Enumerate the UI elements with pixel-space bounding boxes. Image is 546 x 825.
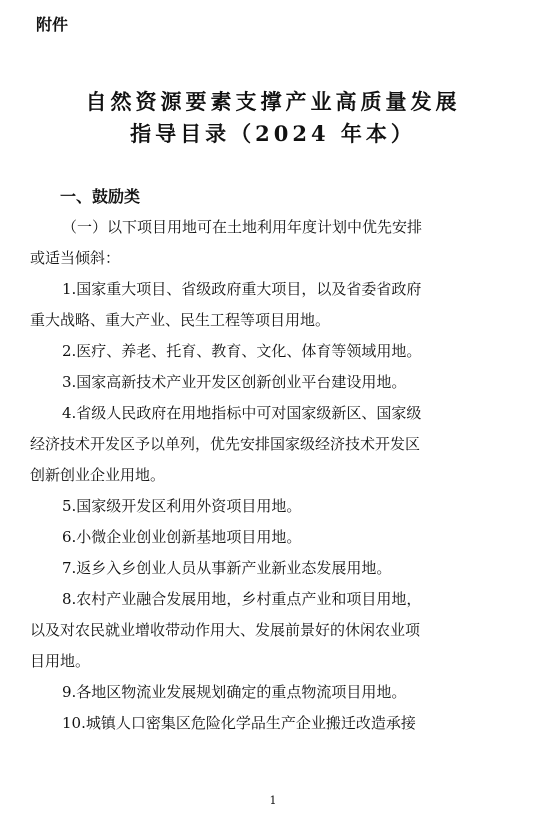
body-line: 10.城镇人口密集区危险化学品生产企业搬迁改造承接 — [62, 714, 416, 732]
body-line: 4.省级人民政府在用地指标中可对国家级新区、国家级 — [62, 404, 422, 422]
body-line: （一）以下项目用地可在土地利用年度计划中优先安排 — [62, 218, 423, 236]
document-title-line-2: 指导目录（2024 年本） — [130, 121, 416, 146]
body-line: 或适当倾斜： — [30, 249, 121, 267]
section-heading: 一、鼓励类 — [60, 187, 141, 206]
document-title-line-1: 自然资源要素支撑产业高质量发展 — [85, 89, 461, 114]
body-line: 7.返乡入乡创业人员从事新产业新业态发展用地。 — [62, 559, 392, 577]
body-line: 创新创业企业用地。 — [30, 466, 166, 484]
page-number: 1 — [269, 794, 277, 807]
body-line: 5.国家级开发区利用外资项目用地。 — [62, 497, 302, 515]
body-line: 重大战略、重大产业、民生工程等项目用地。 — [30, 311, 331, 329]
body-line: 9.各地区物流业发展规划确定的重点物流项目用地。 — [62, 683, 407, 701]
body-text — [30, 212, 500, 739]
body-line: 目用地。 — [30, 652, 91, 670]
attachment-label: 附件 — [36, 15, 69, 34]
body-line: 8.农村产业融合发展用地，乡村重点产业和项目用地， — [62, 590, 422, 608]
body-line: 3.国家高新技术产业开发区创新创业平台建设用地。 — [62, 373, 407, 391]
body-line: 6.小微企业创业创新基地项目用地。 — [62, 528, 302, 546]
body-line: 以及对农民就业增收带动作用大、发展前景好的休闲农业项 — [30, 621, 421, 639]
body-line: 1.国家重大项目、省级政府重大项目，以及省委省政府 — [62, 280, 422, 298]
body-line: 经济技术开发区予以单列，优先安排国家级经济技术开发区 — [30, 435, 421, 453]
body-line: 2.医疗、养老、托育、教育、文化、体育等领域用地。 — [62, 342, 422, 360]
